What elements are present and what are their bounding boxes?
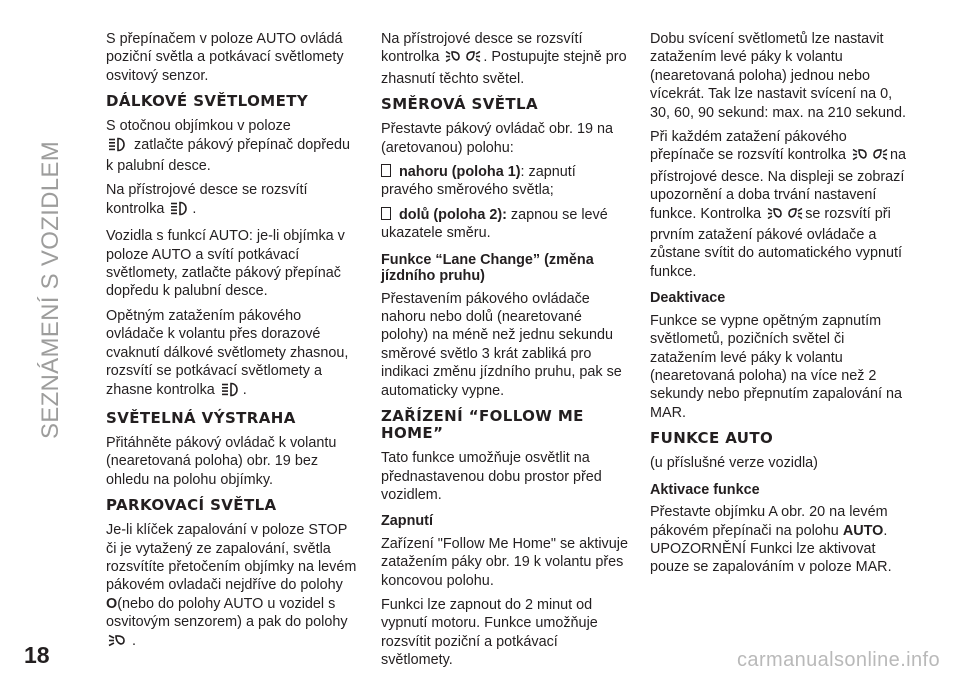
text: nahoru (poloha 1) [399, 164, 521, 181]
heading-flash: SVĚTELNÁ VÝSTRAHA [106, 408, 296, 427]
text: . Postupujte stejně pro zhasnutí těchto světel. [381, 49, 627, 87]
side-section-title-text: SEZNÁMENÍ S VOZIDLEM [37, 140, 64, 440]
paragraph-auto-version: (u příslušné verze vozidla) [650, 455, 818, 472]
heading-parking-lights: PARKOVACÍ SVĚTLA [106, 496, 277, 515]
bullet-down [381, 206, 631, 243]
heading-function-activation: Aktivace funkce [650, 481, 760, 498]
text: na přístrojové desce. Na displeji se zobrazí upozornění a doba trvání nastavení funkce. Kontrolka [650, 147, 906, 222]
text: se rozsvítí při prvním zatažení pákové ovládače a zůstane svítit do automatického vypnutí funkce. [650, 205, 902, 280]
paragraph-high-beam-indicator [106, 181, 361, 221]
text: dolů (poloha 2): [399, 206, 507, 223]
text: S otočnou objímkou v poloze [106, 118, 291, 135]
page-number: 18 [24, 642, 50, 668]
paragraph-indicator [650, 128, 912, 281]
heading-turn-signals: SMĚROVÁ SVĚTLA [381, 95, 538, 114]
text: zatlačte pákový přepínač dopředu k palubní desce. [106, 136, 351, 175]
position-lights-icon [108, 633, 130, 653]
paragraph-activation: Zařízení "Follow Me Home" se aktivuje zatažením páky obr. 19 k volantu přes koncovou polohu. [381, 535, 628, 589]
text: Přestavte objímku A obr. 20 na levém pákovém přepínači na polohu [650, 504, 888, 539]
auto-label: AUTO [842, 522, 884, 539]
column-2 [381, 30, 631, 676]
paragraph-parking-lights [106, 521, 361, 653]
heading-follow-me-home: ZAŘÍZENÍ “FOLLOW ME HOME” [381, 407, 584, 443]
text: . [883, 522, 888, 539]
text: (nebo do polohy AUTO u vozidel s osvitovým senzorem) a pak do polohy [106, 595, 348, 631]
paragraph-follow-me-home: Tato funkce umožňuje osvětlit na přednastavenou dobu prostor před vozidlem. [381, 450, 602, 503]
text: Na přístrojové desce se rozsvítí kontrolka [106, 182, 308, 217]
column-3 [650, 30, 912, 583]
heading-deactivation: Deaktivace [650, 290, 726, 307]
paragraph-duration: Dobu svícení světlometů lze nastavit zatažením levé páky k volantu (nearetovaná poloha) jednou nebo vícekrát. Tak lze nastavit svícení na 0, 30, 60, 90 sekund: max. na 210 sekund. [650, 31, 907, 121]
position-lights-icon [767, 206, 803, 226]
text: Opětným zatažením pákového ovládače k volantu přes dorazové cvaknutí dálkové světlomety zhasnou, rozsvítí se potkávací světlomety a zhasne kontrolka [106, 307, 349, 398]
heading-high-beam: DÁLKOVÉ SVĚTLOMETY [106, 92, 309, 111]
heading-lane-change: Funkce “Lane Change” (změna jízdního pruhu) [381, 251, 594, 285]
heading-activation: Zapnutí [381, 513, 433, 530]
paragraph-auto-vehicles: Vozidla s funkcí AUTO: je-li objímka v poloze AUTO a svítí potkávací světlomety, zatlačte pákový přepínač dopředu k palubní desce. [106, 228, 345, 300]
text: Je-li klíček zapalování v poloze STOP či je vytažený ze zapalování, světla rozsvítíte přetočením objímky na levém pákovém ovladači nejdříve do polohy [106, 522, 357, 594]
text: : zapnutí pravého směrového světla; [381, 164, 576, 199]
bullet-square-icon [381, 207, 391, 220]
bullet-up [381, 163, 631, 200]
heading-auto-function: FUNKCE AUTO [650, 429, 774, 448]
paragraph-function-activation [650, 503, 912, 577]
bullet-square-icon [381, 164, 391, 177]
text: . [132, 632, 136, 649]
high-beam-icon [170, 201, 190, 221]
paragraph-deactivation: Funkce se vypne opětným zapnutím světlometů, pozičních světel či zatažením levé páky k volantu (nearetovaná poloha) na více než 2 sekundy nebo přepnutím zapalování na MAR. [650, 312, 903, 421]
text: UPOZORNĚNÍ Funkci lze aktivovat pouze se zapalováním v poloze MAR. [650, 540, 892, 576]
paragraph-turn-signals: Přestavte pákový ovládač obr. 19 na (aretovanou) polohu: [381, 121, 613, 156]
text: Na přístrojové desce se rozsvítí kontrolka [381, 31, 583, 66]
paragraph-lane-change: Přestavením pákového ovládače nahoru nebo dolů (nearetované polohy) na méně než jednu sekundu směrové světlo 3 krát zabliká pro indikaci změnu jízdního pruhu, pak se automaticky vypne. [381, 290, 622, 399]
paragraph-parking-indicator [381, 30, 631, 88]
paragraph-high-beam-activate [106, 117, 361, 175]
watermark: carmanualsonline.info [737, 649, 940, 671]
column-1 [106, 30, 361, 659]
text: zapnou se levé ukazatele směru. [381, 206, 608, 242]
position-o-label: O [106, 595, 118, 612]
text: . [192, 200, 197, 217]
high-beam-icon [221, 382, 241, 402]
paragraph-high-beam-off [106, 307, 361, 402]
text: . [242, 381, 247, 398]
text: Při každém zatažení pákového přepínače se rozsvítí kontrolka [650, 129, 847, 164]
high-beam-icon [108, 137, 128, 157]
position-lights-icon [852, 147, 888, 167]
paragraph-activation-timing: Funkci lze zapnout do 2 minut od vypnutí motoru. Funkce umožňuje rozsvítit poziční a potkávací světlomety. [381, 597, 598, 669]
position-lights-icon [445, 49, 481, 69]
paragraph-flash: Přitáhněte pákový ovládač k volantu (nearetovaná poloha) obr. 19 bez ohledu na polohu objímky. [106, 434, 337, 488]
paragraph-auto-switch: S přepínačem v poloze AUTO ovládá poziční světla a potkávací světlomety osvitový senzor. [106, 31, 344, 84]
